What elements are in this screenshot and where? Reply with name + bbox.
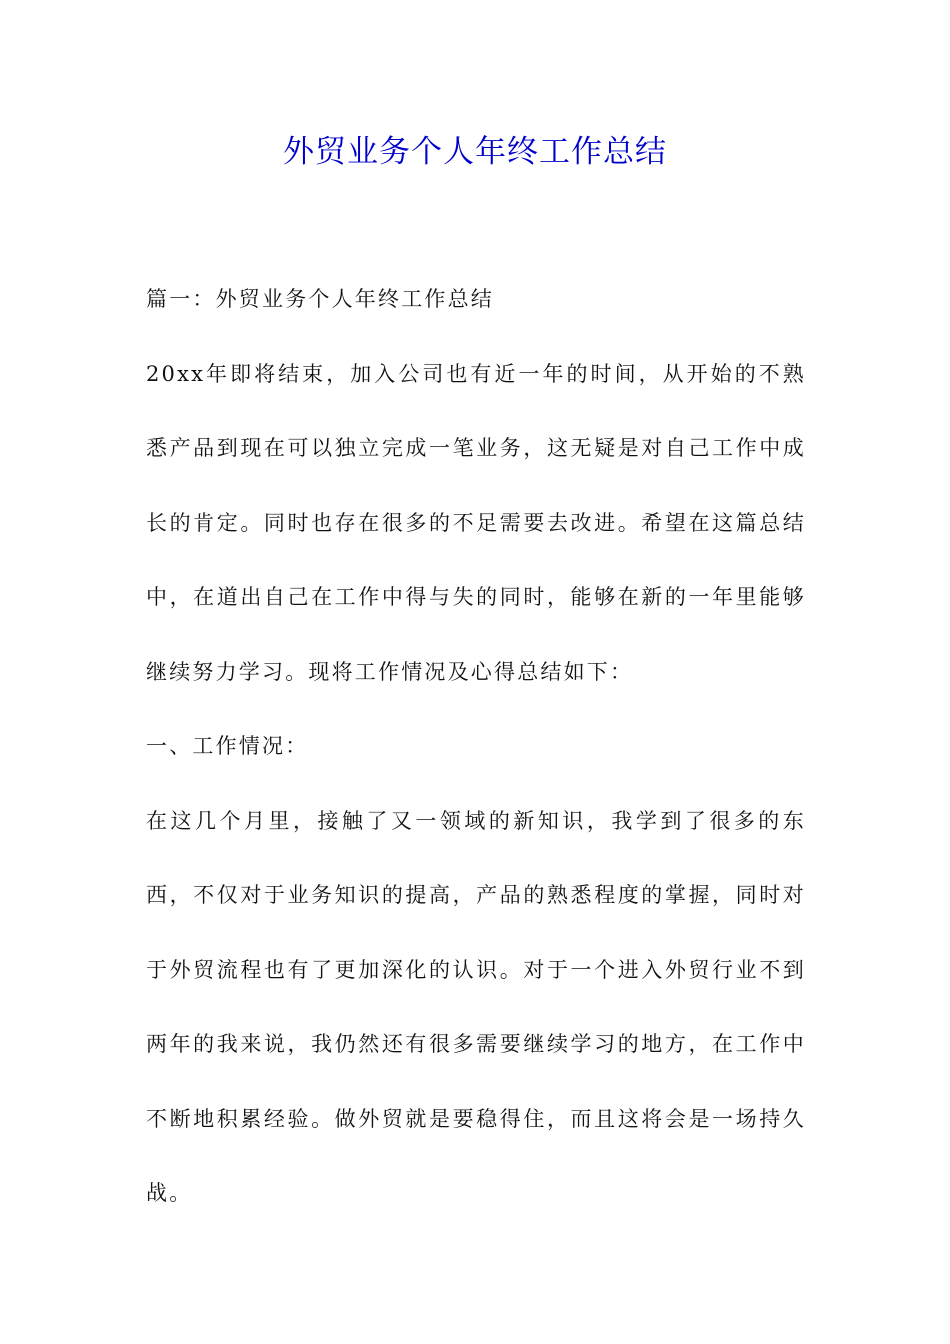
work-paragraph: 在这几个月里，接触了又一领域的新知识，我学到了很多的东西，不仅对于业务知识的提高，产品的熟悉程度的掌握，同时对于外贸流程也有了更加深化的认识。对于一个进入外贸行业不到两年的我来说，我仍然还有很多需要继续学习的地方，在工作中不断地积累经验。做外贸就是要稳得住，而且这将会是一场持久战。	[146, 808, 806, 1205]
subsection-heading: 一、工作情况：	[146, 734, 309, 758]
intro-paragraph: 20xx年即将结束，加入公司也有近一年的时间，从开始的不熟悉产品到现在可以独立完成一笔业务，这无疑是对自己工作中成长的肯定。同时也存在很多的不足需要去改进。希望在这篇总结中，在道出自己在工作中得与失的同时，能够在新的一年里能够继续努力学习。现将工作情况及心得总结如下：	[146, 361, 806, 684]
document-body	[146, 262, 806, 1231]
section-heading: 篇一：外贸业务个人年终工作总结	[146, 287, 494, 311]
document-title: 外贸业务个人年终工作总结	[283, 134, 667, 170]
